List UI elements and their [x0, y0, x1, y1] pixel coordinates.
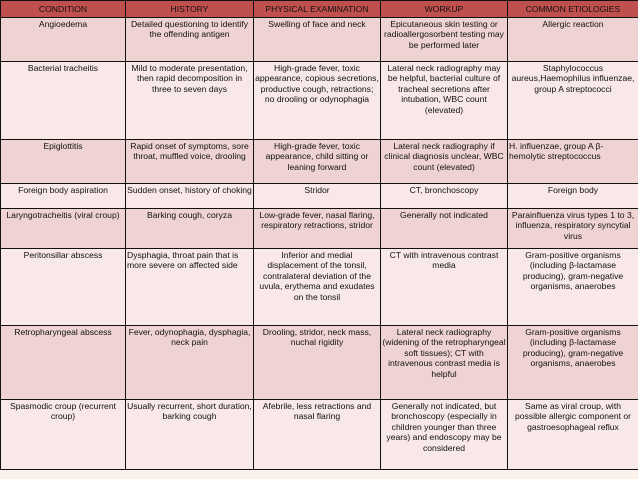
table-row: [1, 140, 638, 184]
history-cell: Dysphagia, throat pain that is more severe on affected side: [126, 249, 254, 326]
etiology-cell: Staphylococcus aureus,Haemophilus influenzae, group A streptococci: [508, 62, 638, 140]
exam-cell: Drooling, stridor, neck mass, nuchal rigidity: [254, 326, 381, 400]
workup-cell: Lateral neck radiography if clinical diagnosis unclear, WBC count (elevated): [381, 140, 508, 184]
exam-cell: Stridor: [254, 184, 381, 209]
workup-cell: Lateral neck radiography (widening of the retropharyngeal soft tissues); CT with intravenous contrast media is helpful: [381, 326, 508, 400]
history-cell: Sudden onset, history of choking: [126, 184, 254, 209]
etiology-cell: Gram-positive organisms (including β-lactamase producing), gram-negative organisms, anaerobes: [508, 249, 638, 326]
exam-cell: High-grade fever, toxic appearance, copious secretions, productive cough, retractions; no drooling or odynophagia: [254, 62, 381, 140]
etiology-cell: Foreign body: [508, 184, 638, 209]
etiology-cell: Parainfluenza virus types 1 to 3, influenza, respiratory syncytial virus: [508, 209, 638, 249]
exam-cell: Inferior and medial displacement of the tonsil, contralateral deviation of the uvula, erythema and exudates on the tonsil: [254, 249, 381, 326]
workup-cell: Lateral neck radiography may be helpful, bacterial culture of tracheal secretions after intubation, WBC count (elevated): [381, 62, 508, 140]
table-row: [1, 326, 638, 400]
history-cell: Barking cough, coryza: [126, 209, 254, 249]
condition-cell: Epiglottitis: [1, 140, 126, 184]
table-row: [1, 209, 638, 249]
workup-cell: CT, bronchoscopy: [381, 184, 508, 209]
exam-cell: Low-grade fever, nasal flaring, respiratory retractions, stridor: [254, 209, 381, 249]
condition-cell: Peritonsillar abscess: [1, 249, 126, 326]
workup-cell: Generally not indicated, but bronchoscopy (especially in children younger than three years) and endoscopy may be considered: [381, 400, 508, 470]
exam-cell: High-grade fever, toxic appearance, child sitting or leaning forward: [254, 140, 381, 184]
exam-cell: Swelling of face and neck: [254, 18, 381, 62]
header-workup: WORKUP: [381, 1, 508, 18]
header-common-etiologies: COMMON ETIOLOGIES: [508, 1, 638, 18]
condition-cell: Foreign body aspiration: [1, 184, 126, 209]
history-cell: Rapid onset of symptoms, sore throat, muffled voice, drooling: [126, 140, 254, 184]
etiology-cell: Allergic reaction: [508, 18, 638, 62]
history-cell: Fever, odynophagia, dysphagia, neck pain: [126, 326, 254, 400]
condition-cell: Laryngotracheitis (viral croup): [1, 209, 126, 249]
history-cell: Detailed questioning to identify the offending antigen: [126, 18, 254, 62]
table-row: [1, 18, 638, 62]
header-row: [1, 1, 638, 18]
workup-cell: CT with intravenous contrast media: [381, 249, 508, 326]
condition-cell: Bacterial tracheitis: [1, 62, 126, 140]
table-row: [1, 184, 638, 209]
header-physical-examination: PHYSICAL EXAMINATION: [254, 1, 381, 18]
workup-cell: Generally not indicated: [381, 209, 508, 249]
table-row: [1, 249, 638, 326]
history-cell: Mild to moderate presentation, then rapid decomposition in three to seven days: [126, 62, 254, 140]
table-row: [1, 400, 638, 470]
etiology-cell: Gram-positive organisms (including β-lactamase producing), gram-negative organisms, anaerobes: [508, 326, 638, 400]
header-history: HISTORY: [126, 1, 254, 18]
exam-cell: Afebrile, less retractions and nasal flaring: [254, 400, 381, 470]
workup-cell: Epicutaneous skin testing or radioallergosorbent testing may be performed later: [381, 18, 508, 62]
etiology-cell: H. influenzae, group A β-hemolytic streptococcus: [508, 140, 638, 184]
condition-cell: Retropharyngeal abscess: [1, 326, 126, 400]
table-row: [1, 62, 638, 140]
condition-cell: Spasmodic croup (recurrent croup): [1, 400, 126, 470]
header-condition: CONDITION: [1, 1, 126, 18]
etiology-cell: Same as viral croup, with possible allergic component or gastroesophageal reflux: [508, 400, 638, 470]
history-cell: Usually recurrent, short duration, barking cough: [126, 400, 254, 470]
condition-cell: Angioedema: [1, 18, 126, 62]
